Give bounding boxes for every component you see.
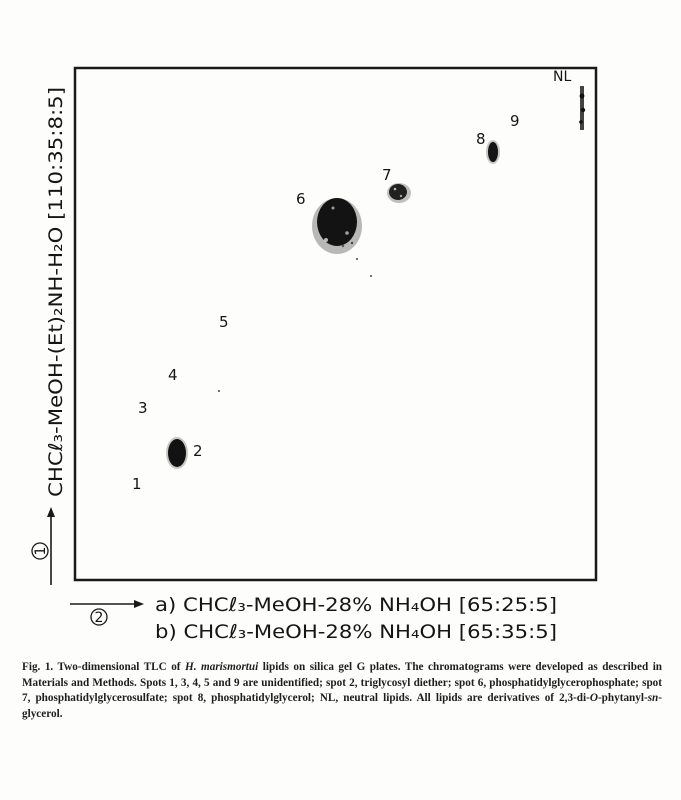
tlc-spot-6	[312, 198, 362, 254]
spot-label-9: 9	[510, 112, 520, 130]
caption-text-3: -phytanyl-	[597, 692, 648, 704]
spot-label-8: 8	[476, 130, 486, 148]
dimension-2-number: 2	[94, 610, 104, 626]
dimension-2-arrow	[70, 600, 144, 608]
caption-text-2: lipids on silica gel G plates. The chromatograms were developed as described in Materials and Methods. Spots 1, 3, 4, 5 and 9 are unidentified; spot 2, triglycosyl diether; spot 6, phosphatidylglycerophosphate; spot 7, phosphatidylglycerosulfate; spot 8, phosphatidylglycerol; NL, neutral lipids. All lipids are derivatives of 2,3-di-	[22, 661, 663, 704]
dimension-1-number: 1	[33, 546, 49, 556]
spot-label-6: 6	[296, 190, 306, 208]
spot-label-3: 3	[138, 399, 148, 417]
spot-label-7: 7	[382, 166, 392, 184]
spot-label-1: 1	[132, 475, 142, 493]
caption-o-prefix: O	[589, 692, 598, 704]
tlc-spot-2	[166, 437, 188, 469]
spot-label-2: 2	[193, 442, 203, 460]
tlc-spot-nl	[579, 86, 585, 130]
caption-fig-label: Fig. 1.	[22, 661, 54, 673]
caption-text-4: -glycerol.	[22, 692, 662, 720]
solvent-b-label: b) CHCℓ₃-MeOH-28% NH₄OH [65:35:5]	[155, 621, 557, 643]
caption-sn-prefix: sn	[647, 692, 659, 704]
tlc-spot-7	[387, 183, 411, 203]
spot-label-5: 5	[219, 313, 229, 331]
tlc-spot-8	[486, 140, 500, 164]
caption-text-1: Two-dimensional TLC of	[57, 661, 181, 673]
figure-caption	[22, 660, 662, 722]
caption-species: H. marismortui	[185, 661, 259, 673]
y-solvent-label: CHCℓ₃-MeOH-(Et)₂NH-H₂O [110:35:8:5]	[45, 130, 67, 497]
tlc-plate-frame	[75, 68, 596, 580]
tlc-specks	[218, 258, 372, 392]
solvent-a-label: a) CHCℓ₃-MeOH-28% NH₄OH [65:25:5]	[155, 594, 557, 616]
spot-label-4: 4	[168, 366, 178, 384]
spot-label-nl: NL	[553, 69, 572, 85]
dimension-1-arrow	[47, 507, 55, 585]
